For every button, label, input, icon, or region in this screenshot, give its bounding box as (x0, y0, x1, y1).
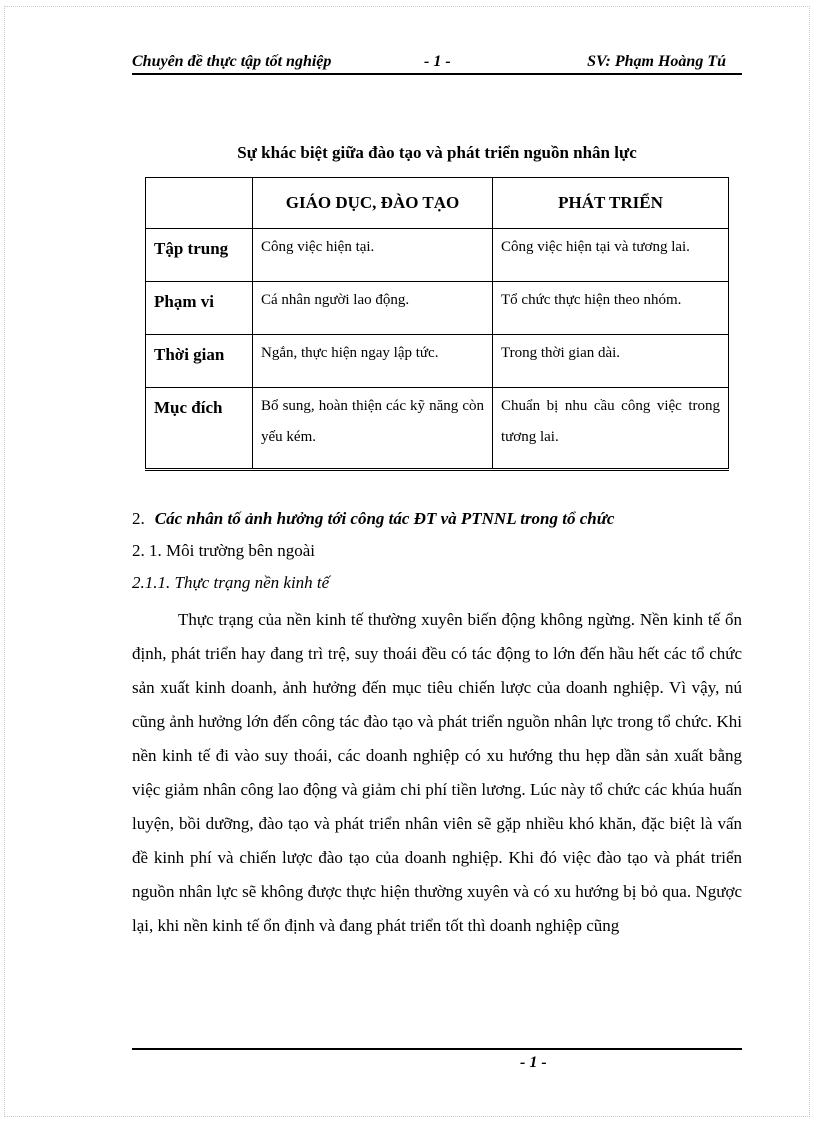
table-row (146, 229, 729, 282)
section-heading (132, 509, 614, 529)
header-page-number: - 1 - (424, 53, 451, 70)
table-header-development: PHÁT TRIỂN (493, 178, 729, 229)
cell-development-scope: Tổ chức thực hiện theo nhóm. (493, 282, 729, 335)
table-title: Sự khác biệt giữa đào tạo và phát triển nguồn nhân lực (237, 143, 637, 162)
table-row (146, 335, 729, 388)
cell-education-scope: Cá nhân người lao động. (253, 282, 493, 335)
section-title: Các nhân tố ảnh hưởng tới công tác ĐT và PTNNL trong tổ chức (154, 509, 615, 528)
cell-education-time: Ngắn, thực hiện ngay lập tức. (253, 335, 493, 388)
header-student-name: SV: Phạm Hoàng Tú (587, 53, 726, 70)
cell-development-time: Trong thời gian dài. (493, 335, 729, 388)
footer-page-number: - 1 - (520, 1054, 547, 1071)
table-row (146, 282, 729, 335)
row-label-focus: Tập trung (146, 229, 253, 282)
cell-education-purpose: Bổ sung, hoàn thiện các kỹ năng còn yếu kém. (253, 388, 493, 470)
subsubsection-heading: 2.1.1. Thực trạng nền kinh tế (132, 573, 330, 592)
footer-rule (132, 1048, 742, 1050)
cell-development-purpose: Chuẩn bị nhu cầu công việc trong tương lai. (493, 388, 729, 470)
page-header (132, 51, 742, 75)
row-label-purpose: Mục đích (146, 388, 253, 470)
comparison-table (145, 177, 729, 471)
row-label-scope: Phạm vi (146, 282, 253, 335)
page-border (4, 6, 810, 1117)
table-header-education: GIÁO DỤC, ĐÀO TẠO (253, 178, 493, 229)
section-number: 2. (132, 509, 145, 528)
table-header-row (146, 178, 729, 229)
cell-education-focus: Công việc hiện tại. (253, 229, 493, 282)
table-header-empty (146, 178, 253, 229)
subsection-heading: 2. 1. Môi trường bên ngoài (132, 541, 315, 560)
cell-development-focus: Công việc hiện tại và tương lai. (493, 229, 729, 282)
table-row (146, 388, 729, 470)
header-document-title: Chuyên đề thực tập tốt nghiệp (132, 53, 332, 70)
row-label-time: Thời gian (146, 335, 253, 388)
body-paragraph: Thực trạng của nền kinh tế thường xuyên biến động không ngừng. Nền kinh tế ổn định, phát triển hay đang trì trệ, suy thoái đều có tác động to lớn đến hầu hết các tổ chức sản xuất kinh doanh, ảnh hưởng đến mục tiêu chiến lược của doanh nghiệp. Vì vậy, nú cũng ảnh hưởng lớn đến công tác đào tạo và phát triển nguồn nhân lực trong tổ chức. Khi nền kinh tế đi vào suy thoái, các doanh nghiệp có xu hướng thu hẹp dần sản xuất bằng việc giảm nhân công lao động và giảm chi phí tiền lương. Lúc này tổ chức các khúa huấn luyện, bồi dưỡng, đào tạo và phát triển nhân viên sẽ gặp nhiều khó khăn, đặc biệt là vấn đề kinh phí và chiến lược đào tạo của doanh nghiệp. Khi đó việc đào tạo và phát triển nguồn nhân lực sẽ không được thực hiện thường xuyên và có xu hướng bị bỏ qua. Ngược lại, khi nền kinh tế ổn định và đang phát triển tốt thì doanh nghiệp cũng (132, 610, 742, 935)
